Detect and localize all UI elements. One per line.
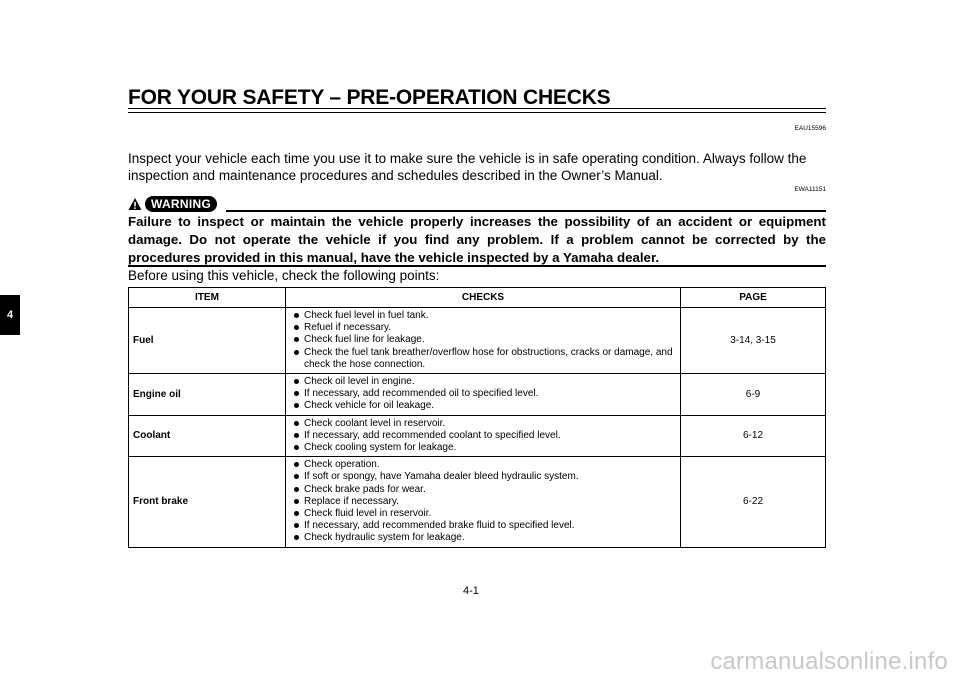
list-item: Replace if necessary.	[291, 496, 676, 508]
table-row	[129, 308, 826, 374]
pre-operation-checks-table	[128, 287, 826, 548]
list-item: Check vehicle for oil leakage.	[291, 400, 676, 412]
header-item: ITEM	[129, 288, 286, 308]
table-row	[129, 374, 826, 416]
list-item: Check brake pads for wear.	[291, 484, 676, 496]
page-cell: 3-14, 3-15	[681, 308, 826, 374]
item-cell: Front brake	[129, 457, 286, 547]
list-item: Check oil level in engine.	[291, 376, 676, 388]
list-item: Refuel if necessary.	[291, 322, 676, 334]
checks-cell	[286, 308, 681, 374]
title-rule	[128, 108, 826, 113]
list-item: Check the fuel tank breather/overflow hose for obstructions, cracks or damage, and check the hose connection.	[291, 347, 676, 371]
table-header-row	[129, 288, 826, 308]
chapter-tab: 4	[0, 295, 20, 335]
list-item: Check operation.	[291, 459, 676, 471]
warning-label	[128, 195, 217, 212]
checks-cell	[286, 415, 681, 457]
warning-text: Failure to inspect or maintain the vehicle properly increases the possibility of an accident or equipment damage. Do not operate the vehicle if you find any problem. If a problem cannot be corrected by the procedures provided in this manual, have the vehicle inspected by a Yamaha dealer.	[128, 214, 826, 265]
checks-cell	[286, 374, 681, 416]
section-code: EAU15596	[794, 125, 826, 132]
checks-cell	[286, 457, 681, 547]
warning-badge: WARNING	[145, 196, 217, 212]
item-cell: Coolant	[129, 415, 286, 457]
table-row	[129, 415, 826, 457]
header-page: PAGE	[681, 288, 826, 308]
warning-rule	[226, 210, 826, 212]
item-cell: Engine oil	[129, 374, 286, 416]
page-cell: 6-9	[681, 374, 826, 416]
warning-code: EWA11151	[794, 186, 826, 193]
page-cell: 6-22	[681, 457, 826, 547]
intro-paragraph: Inspect your vehicle each time you use it to make sure the vehicle is in safe operating condition. Always follow the inspection and maintenance procedures and schedules described in the Owner’s Manual.	[128, 151, 807, 183]
item-cell: Fuel	[129, 308, 286, 374]
list-item: Check fuel level in fuel tank.	[291, 310, 676, 322]
list-item: Check fluid level in reservoir.	[291, 508, 676, 520]
list-item: Check fuel line for leakage.	[291, 334, 676, 346]
watermark: carmanualsonline.info	[710, 648, 948, 675]
page-number: 4-1	[463, 585, 479, 597]
list-item: If soft or spongy, have Yamaha dealer bleed hydraulic system.	[291, 471, 676, 483]
checks-lead-text: Before using this vehicle, check the following points:	[128, 268, 440, 283]
table-row	[129, 457, 826, 547]
list-item: If necessary, add recommended oil to specified level.	[291, 388, 676, 400]
list-item: Check cooling system for leakage.	[291, 442, 676, 454]
header-checks: CHECKS	[286, 288, 681, 308]
page-title: FOR YOUR SAFETY – PRE-OPERATION CHECKS	[128, 86, 611, 109]
list-item: If necessary, add recommended coolant to specified level.	[291, 430, 676, 442]
list-item: Check hydraulic system for leakage.	[291, 532, 676, 544]
warning-end-rule	[128, 265, 826, 267]
warning-triangle-icon	[128, 197, 142, 211]
page-cell: 6-12	[681, 415, 826, 457]
list-item: If necessary, add recommended brake fluid to specified level.	[291, 520, 676, 532]
list-item: Check coolant level in reservoir.	[291, 418, 676, 430]
